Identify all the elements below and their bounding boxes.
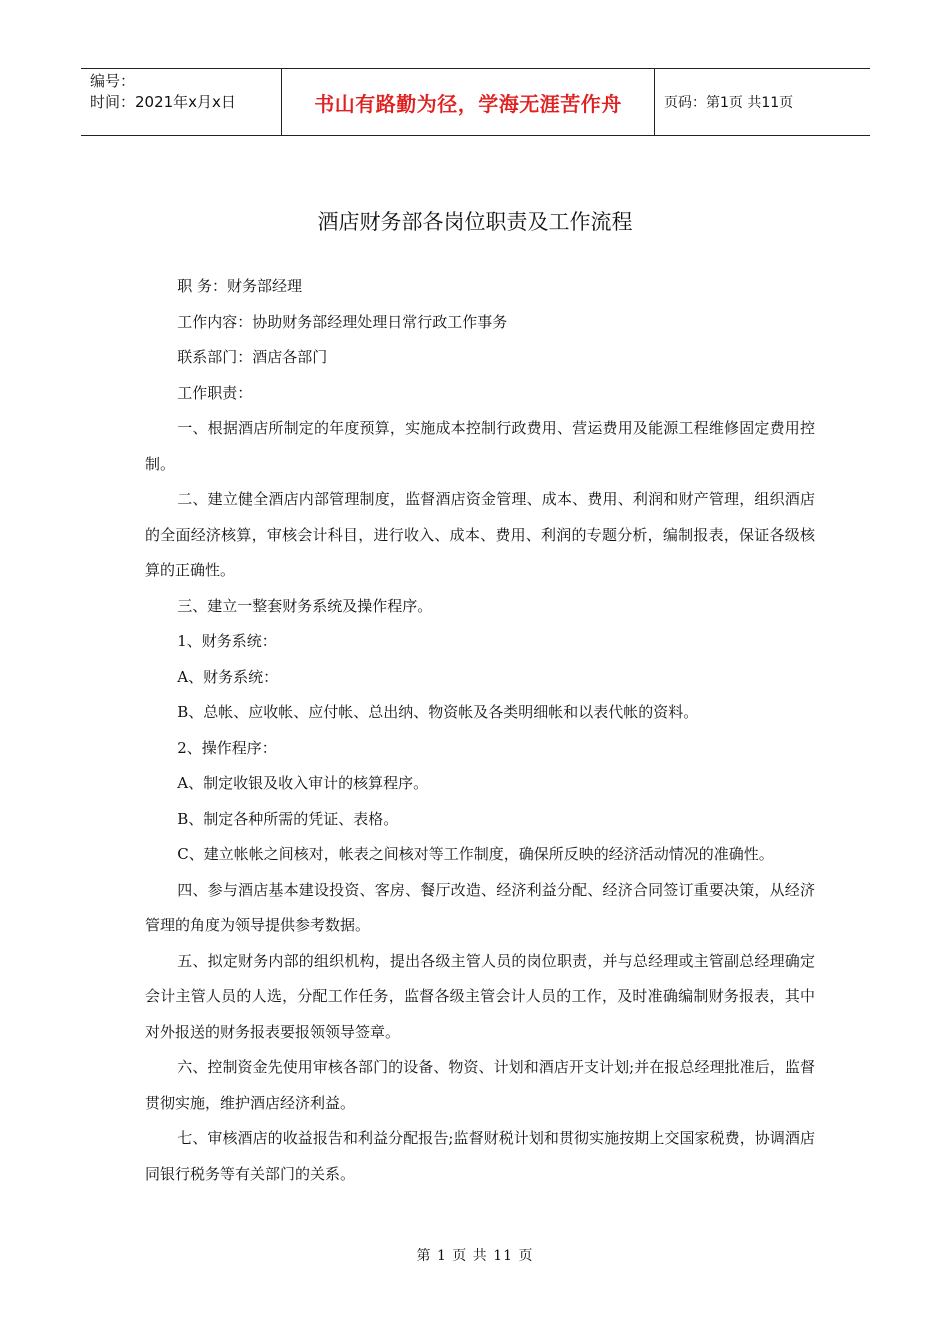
time-label: 时间：2021年x月x日 bbox=[90, 93, 236, 111]
paragraph: 三、建立一整套财务系统及操作程序。 bbox=[177, 596, 433, 615]
document-body bbox=[145, 269, 815, 1192]
paragraph: 工作职责： bbox=[177, 383, 253, 402]
paragraph: B、总帐、应收帐、应付帐、总出纳、物资帐及各类明细帐和以表代帐的资料。 bbox=[177, 703, 699, 721]
page-header bbox=[81, 68, 870, 136]
page-footer: 第 1 页 共 11 页 bbox=[416, 1248, 534, 1264]
paragraph: 二、建立健全酒店内部管理制度，监督酒店资金管理、成本、费用、利润和财产管理，组织酒店的全面经济核算，审核会计科目，进行收入、成本、费用、利润的专题分析，编制报表，保证各级核算的正确性。 bbox=[145, 490, 815, 579]
paragraph: B、制定各种所需的凭证、表格。 bbox=[177, 809, 399, 828]
paragraph: 四、参与酒店基本建设投资、客房、餐厅改造、经济利益分配、经济合同签订重要决策，从经济管理的角度为领导提供参考数据。 bbox=[145, 880, 815, 934]
paragraph: 联系部门：酒店各部门 bbox=[177, 348, 328, 366]
paragraph: 七、审核酒店的收益报告和利益分配报告;监督财税计划和贯彻实施按期上交国家税费，协调酒店同银行税务等有关部门的关系。 bbox=[145, 1129, 815, 1183]
header-motto: 书山有路勤为径，学海无涯苦作舟 bbox=[282, 69, 655, 135]
header-page-info: 页码：第1页 共11页 bbox=[664, 95, 794, 111]
paragraph: 五、拟定财务内部的组织机构，提出各级主管人员的岗位职责，并与总经理或主管副总经理确定会计主管人员的人选，分配工作任务，监督各级主管会计人员的工作，及时准确编制财务报表，其中对外报送的财务报表要报领领导签章。 bbox=[145, 951, 815, 1041]
paragraph: C、建立帐帐之间核对，帐表之间核对等工作制度，确保所反映的经济活动情况的准确性。 bbox=[177, 845, 774, 863]
paragraph: 一、根据酒店所制定的年度预算，实施成本控制行政费用、营运费用及能源工程维修固定费用控制。 bbox=[145, 419, 815, 473]
paragraph: A、制定收银及收入审计的核算程序。 bbox=[177, 774, 429, 792]
paragraph: 2、操作程序： bbox=[177, 738, 277, 757]
paragraph: A、财务系统： bbox=[177, 667, 279, 686]
paragraph: 工作内容：协助财务部经理处理日常行政工作事务 bbox=[177, 312, 508, 331]
number-label: 编号： bbox=[90, 72, 136, 90]
paragraph: 1、财务系统： bbox=[177, 632, 277, 650]
paragraph: 职 务：财务部经理 bbox=[177, 277, 303, 295]
document-title: 酒店财务部各岗位职责及工作流程 bbox=[317, 210, 633, 234]
header-meta bbox=[81, 69, 282, 135]
paragraph: 六、控制资金先使用审核各部门的设备、物资、计划和酒店开支计划;并在报总经理批准后，监督贯彻实施，维护酒店经济利益。 bbox=[145, 1058, 815, 1112]
